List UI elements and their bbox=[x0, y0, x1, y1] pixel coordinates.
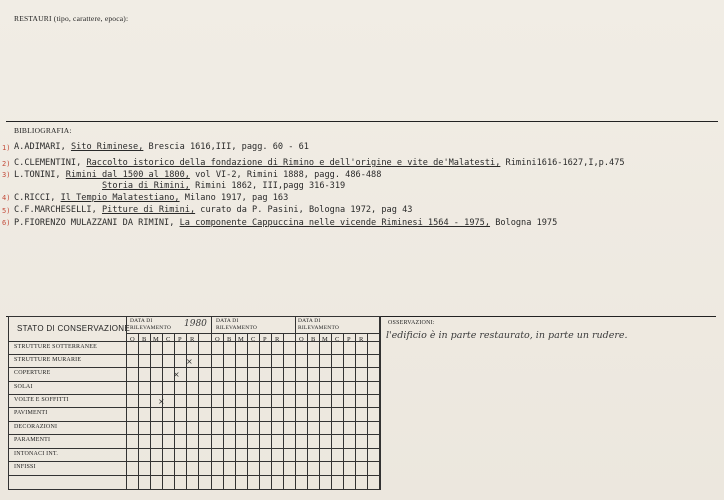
row-label: SOLAI bbox=[14, 384, 33, 390]
stato-conservazione-title: STATO DI CONSERVAZIONE bbox=[17, 324, 130, 333]
col-o: O bbox=[299, 336, 304, 343]
col-o: O bbox=[215, 336, 220, 343]
col-b: B bbox=[311, 336, 316, 343]
entry-number-4: 4) bbox=[2, 194, 11, 202]
bibliography-entry: L.TONINI, Rimini dal 1500 al 1800, vol VI-2, Rimini 1888, pagg. 486-488 bbox=[14, 170, 382, 180]
row-label: STRUTTURE MURARIE bbox=[14, 357, 82, 363]
col-r: R bbox=[359, 336, 364, 343]
check-mark: × bbox=[173, 370, 180, 379]
entry-number-5: 5) bbox=[2, 207, 11, 215]
col-b: B bbox=[227, 336, 232, 343]
entry-number-1: 1) bbox=[2, 144, 11, 152]
col-m: M bbox=[238, 336, 244, 343]
col-p: P bbox=[263, 336, 267, 343]
col-p: P bbox=[178, 336, 182, 343]
entry-number-2: 2) bbox=[2, 160, 11, 168]
col-r: R bbox=[275, 336, 280, 343]
bibliografia-heading: BIBLIOGRAFIA: bbox=[14, 126, 72, 135]
row-label: PAVIMENTI bbox=[14, 410, 48, 416]
col-r: R bbox=[190, 336, 195, 343]
row-label: VOLTE E SOFFITTI bbox=[14, 397, 69, 403]
bibliography-entry: A.ADIMARI, Sito Riminese, Brescia 1616,III, pagg. 60 - 61 bbox=[14, 142, 309, 152]
row-label: COPERTURE bbox=[14, 370, 51, 376]
col-m: M bbox=[322, 336, 328, 343]
bibliography-entry: C.CLEMENTINI, Raccolto istorico della fondazione di Rimino e dell'origine e vite de'Malatesti, Rimini1616-1627,I,p.475 bbox=[14, 158, 625, 168]
row-label: DECORAZIONI bbox=[14, 424, 58, 430]
survey-year: 1980 bbox=[184, 319, 207, 329]
bibliography-entry: P.FIORENZO MULAZZANI DA RIMINI, La componente Cappuccina nelle vicende Riminesi 1564 - 1975, Bologna 1975 bbox=[14, 218, 558, 228]
data-rilevamento-header-3: DATA DI RILEVAMENTO bbox=[298, 318, 340, 331]
divider-top bbox=[6, 121, 718, 122]
row-label: PARAMENTI bbox=[14, 437, 51, 443]
entry-number-6: 6) bbox=[2, 219, 11, 227]
check-mark: × bbox=[158, 397, 165, 406]
restauri-heading: RESTAURI (tipo, carattere, epoca): bbox=[14, 14, 129, 23]
data-rilevamento-header-1: DATA DI RILEVAMENTO bbox=[130, 318, 172, 331]
col-c: C bbox=[335, 336, 340, 343]
col-c: C bbox=[166, 336, 171, 343]
bibliography-entry: C.F.MARCHESELLI, Pitture di Rimini, curato da P. Pasini, Bologna 1972, pag 43 bbox=[14, 205, 413, 215]
col-p: P bbox=[347, 336, 351, 343]
bibliography-entry: C.RICCI, Il Tempio Malatestiano, Milano 1917, pag 163 bbox=[14, 193, 289, 203]
col-c: C bbox=[251, 336, 256, 343]
osservazioni-heading: OSSERVAZIONI: bbox=[388, 320, 435, 326]
data-rilevamento-header-2: DATA DI RILEVAMENTO bbox=[216, 318, 258, 331]
bibliography-entry-continued: Storia di Rimini, Rimini 1862, III,pagg 316-319 bbox=[102, 181, 346, 191]
row-label: INFISSI bbox=[14, 464, 36, 470]
row-label: STRUTTURE SOTTERRANEE bbox=[14, 344, 98, 350]
col-b: B bbox=[142, 336, 147, 343]
row-label: INTONACI INT. bbox=[14, 451, 59, 457]
check-mark: × bbox=[186, 357, 193, 366]
col-m: M bbox=[153, 336, 159, 343]
entry-number-3: 3) bbox=[2, 171, 11, 179]
osservazioni-text: l'edificio è in parte restaurato, in parte un rudere. bbox=[386, 330, 628, 341]
col-o: O bbox=[130, 336, 135, 343]
